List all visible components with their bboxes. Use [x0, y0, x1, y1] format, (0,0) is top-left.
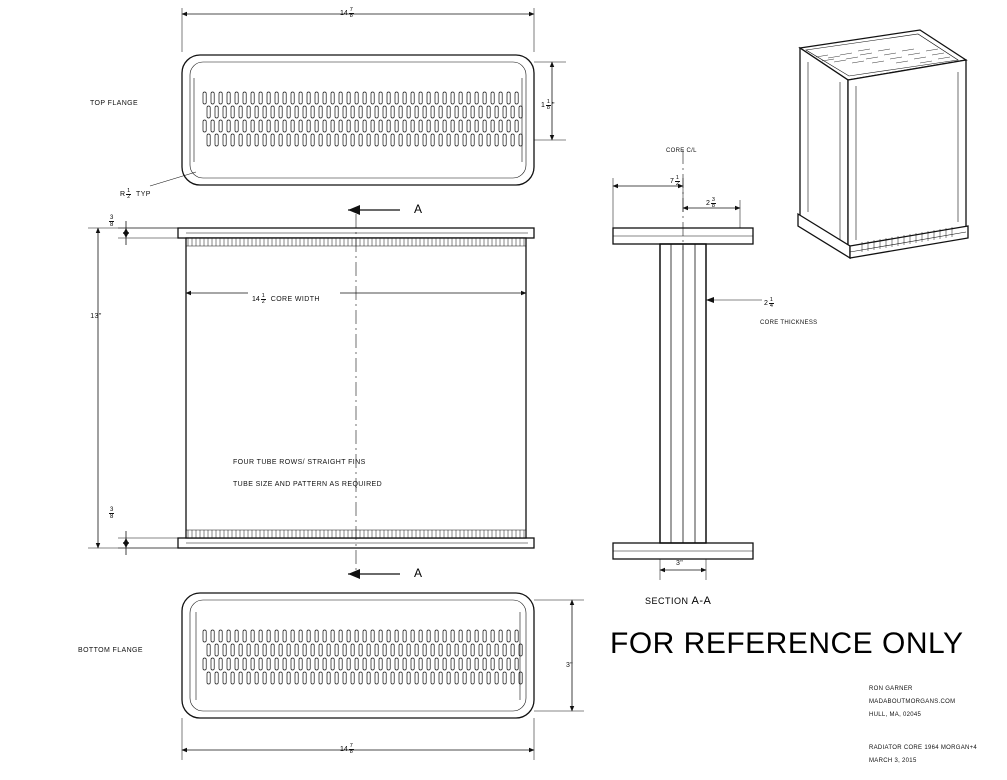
bottom-flange-width-value: 14 $\frac{7}{8}$: [340, 742, 353, 755]
core-note-line-2: TUBE SIZE AND PATTERN AS REQUIRED: [233, 481, 383, 488]
bottom-flange-label: BOTTOM FLANGE: [78, 647, 143, 654]
radius-typ-note: R $\frac{1}{2}$ TYP: [120, 187, 151, 200]
core-thickness-label: CORE THICKNESS: [760, 320, 818, 326]
top-flange-label: TOP FLANGE: [90, 100, 139, 107]
section-title: SECTION A-A: [645, 595, 712, 607]
core-thickness-value: 2 $\frac{1}{4}$: [764, 296, 773, 309]
top-flange-height-value: 1 $\frac{1}{8}$ ": [541, 98, 555, 111]
bottom-flange-height-value: 3": [566, 662, 574, 669]
author-site: MADABOUTMORGANS.COM: [869, 699, 956, 705]
overall-height-value: 13": [90, 313, 102, 320]
core-centerline-label: CORE C/L: [666, 148, 697, 154]
top-flange-thickness-value: $\frac{3}{8}$: [110, 215, 114, 229]
drawing-title: RADIATOR CORE 1964 MORGAN+4: [869, 745, 978, 751]
bottom-flange-thickness-value: $\frac{3}{8}$: [110, 507, 114, 521]
section-label-bottom: A: [414, 566, 423, 580]
core-note-line-1: FOUR TUBE ROWS/ STRAIGHT FINS: [233, 459, 366, 466]
author-location: HULL, MA, 02045: [869, 712, 922, 718]
section-offset-value: 2 $\frac{3}{8}$: [706, 196, 715, 209]
section-base-width-value: 3": [676, 560, 684, 567]
section-half-width-value: 7 $\frac{1}{2}$: [670, 174, 679, 187]
drawing-date: MARCH 3, 2015: [869, 758, 917, 764]
author-name: RON GARNER: [869, 686, 913, 692]
core-width-value: 14 $\frac{1}{2}$ CORE WIDTH: [252, 292, 320, 305]
reference-only-note: FOR REFERENCE ONLY: [610, 627, 964, 660]
section-label-top: A: [414, 202, 423, 216]
top-flange-width-value: 14 $\frac{7}{8}$: [340, 6, 353, 19]
